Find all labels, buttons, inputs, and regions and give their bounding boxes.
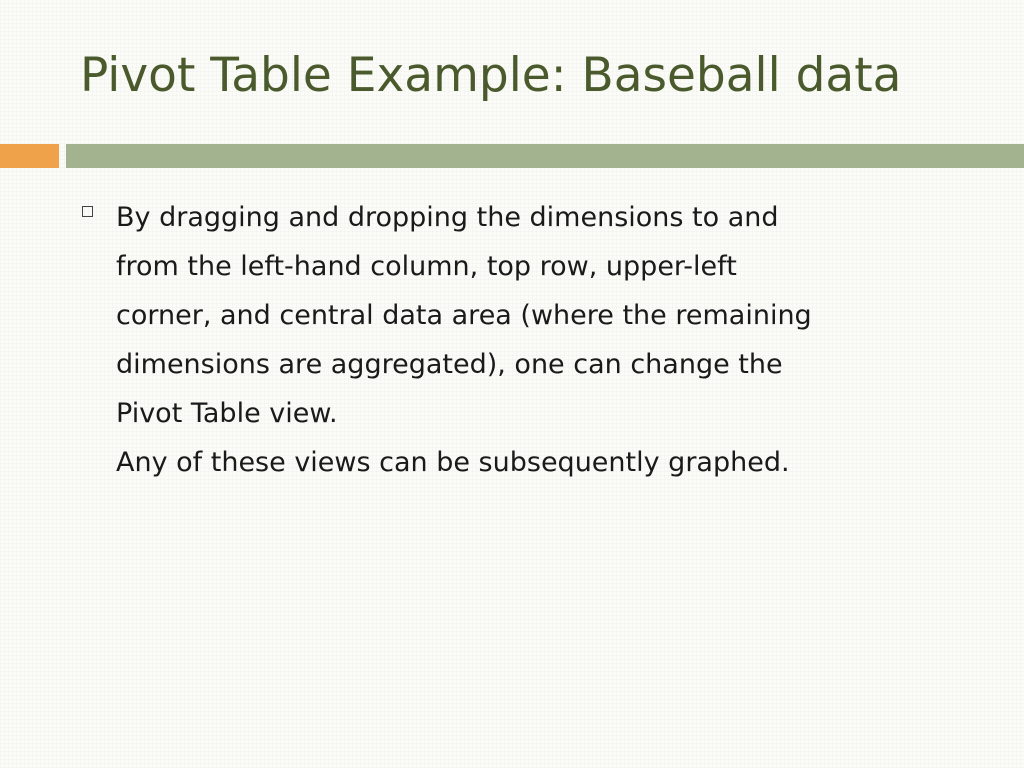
- square-bullet-icon: [82, 206, 93, 217]
- bullet-text: [116, 193, 992, 487]
- body-line: Any of these views can be subsequently graphed.: [116, 447, 790, 478]
- body-line: Pivot Table view.: [116, 398, 338, 429]
- bullet-item: [82, 193, 992, 487]
- body-line: By dragging and dropping the dimensions to and: [116, 202, 779, 233]
- accent-bar-green: [66, 144, 1024, 168]
- slide-title: Pivot Table Example: Baseball data: [80, 48, 902, 103]
- body-line: corner, and central data area (where the remaining: [116, 300, 812, 331]
- body-line: dimensions are aggregated), one can change the: [116, 349, 783, 380]
- body-line: from the left-hand column, top row, upper-left: [116, 251, 737, 282]
- accent-bar-orange: [0, 144, 59, 168]
